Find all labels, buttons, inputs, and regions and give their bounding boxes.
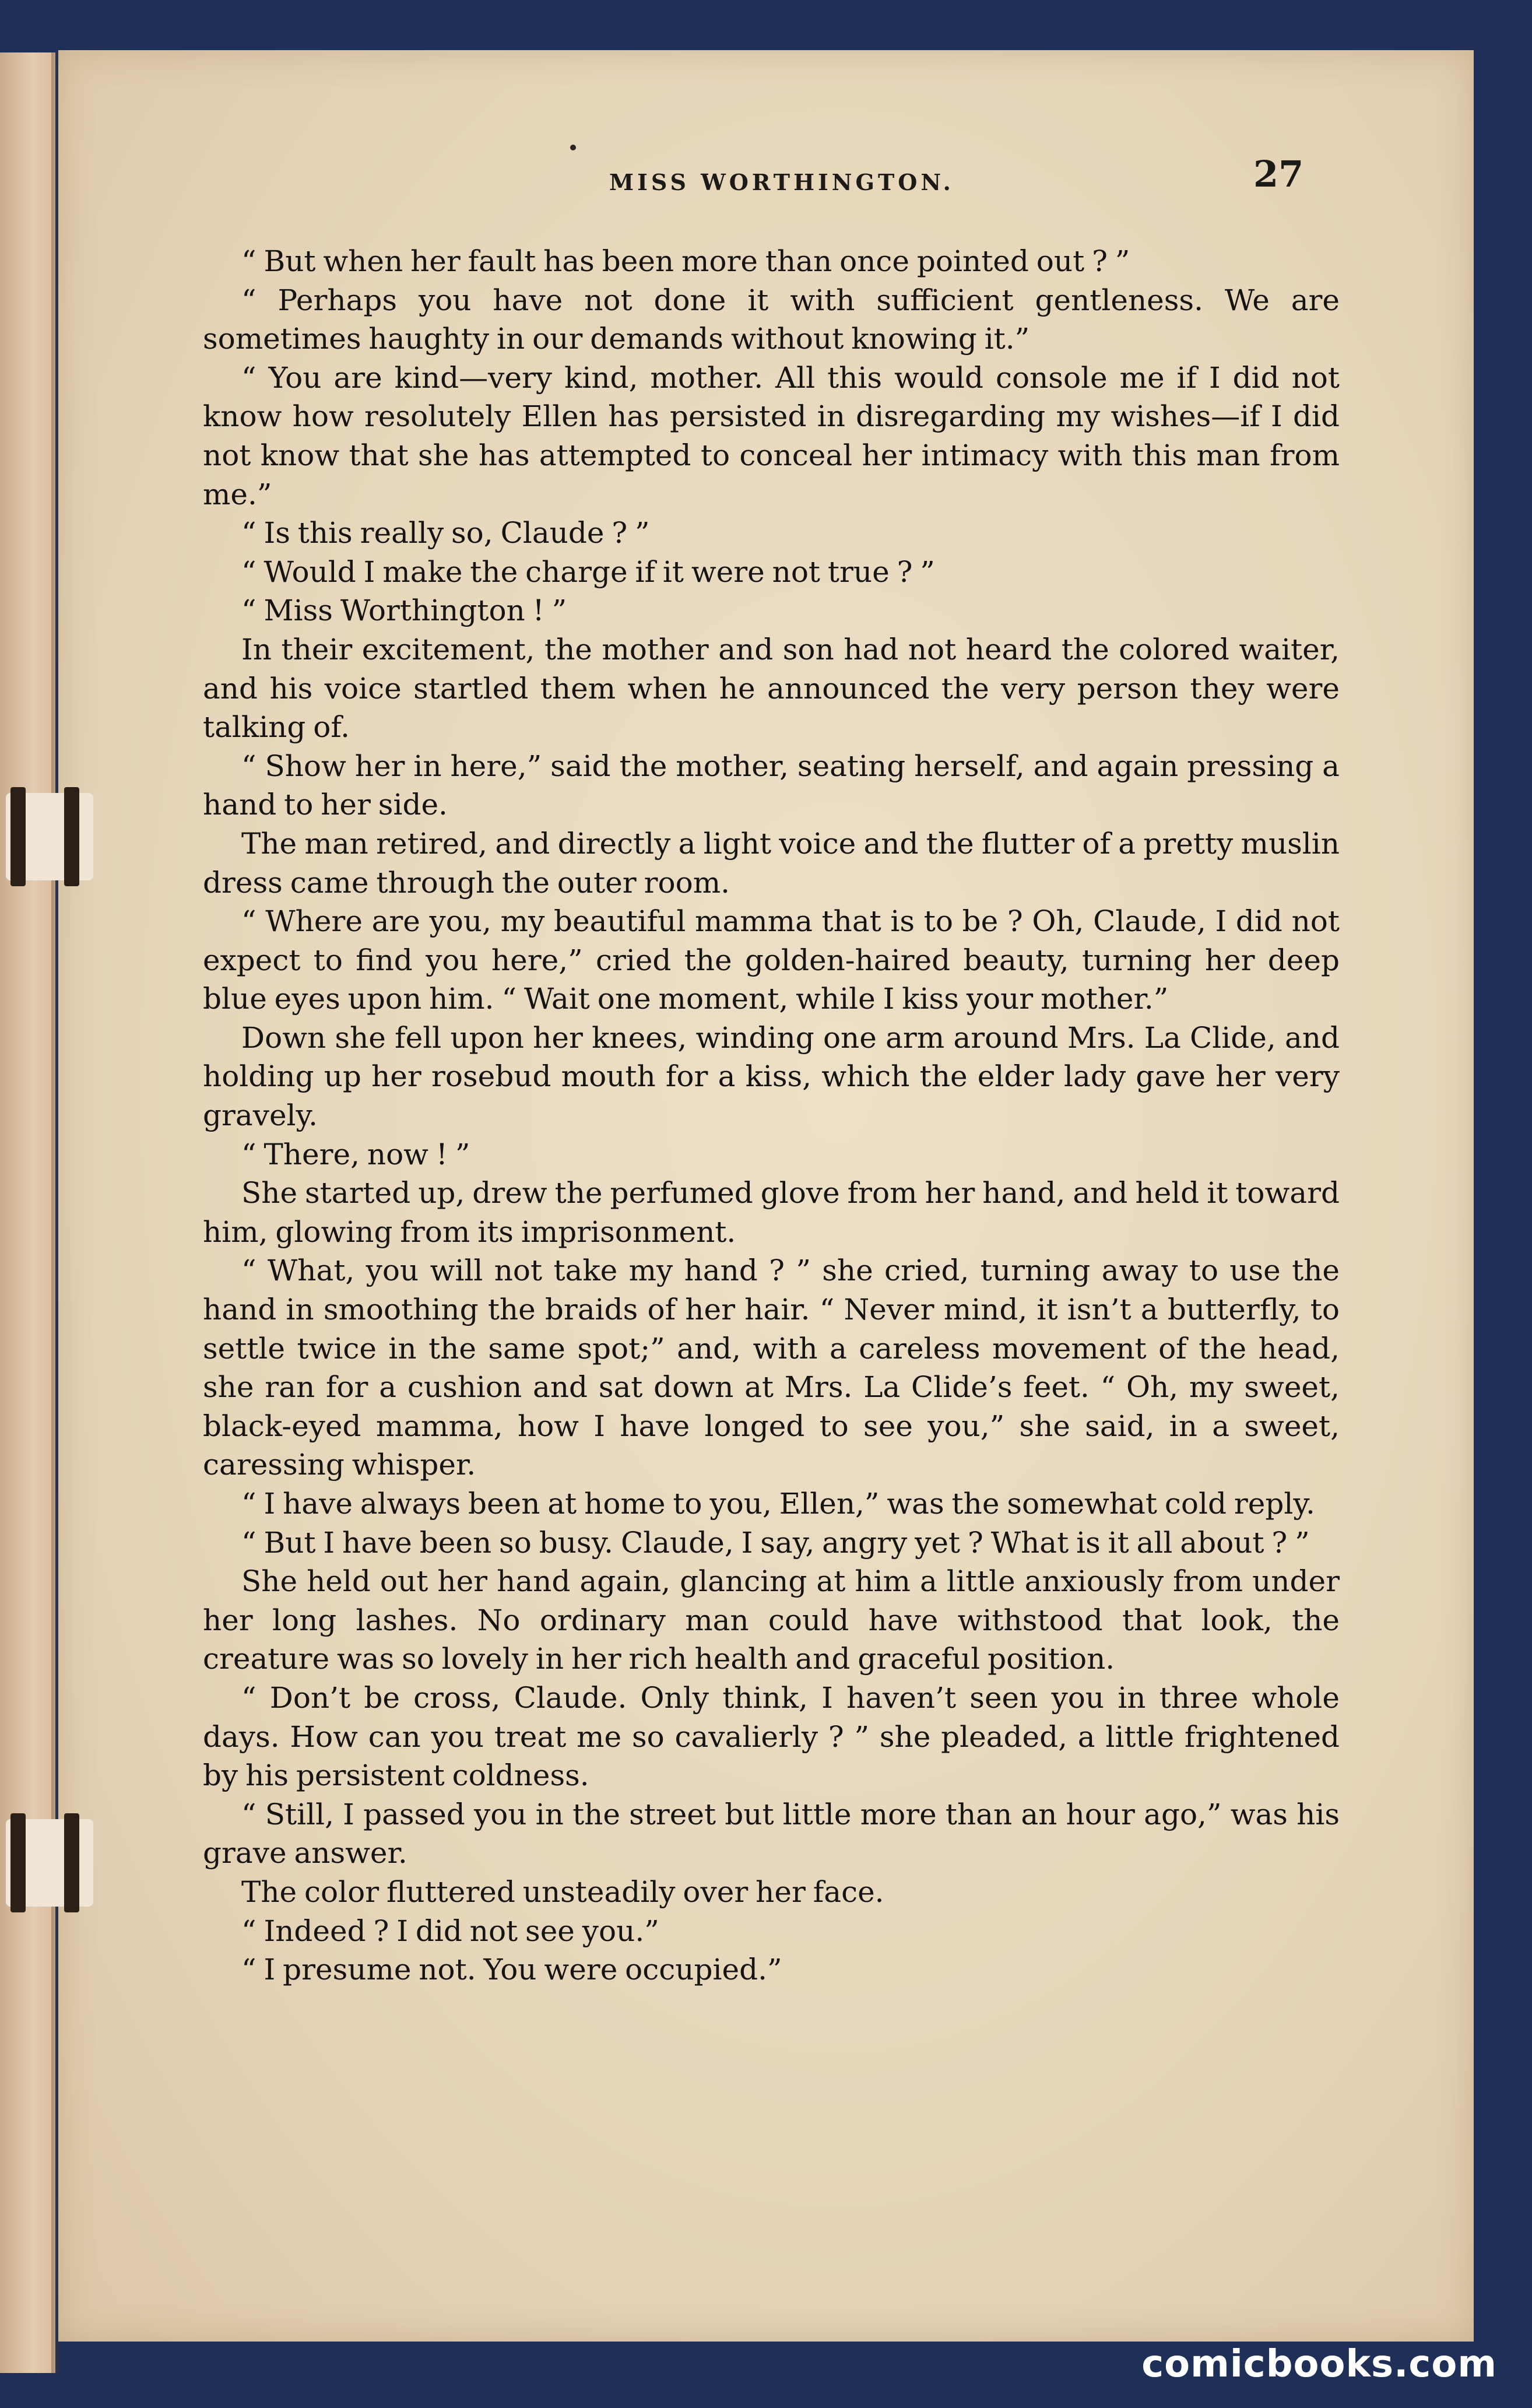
paragraph: “ Would I make the charge if it were not true ? ” <box>241 554 935 589</box>
paragraph: The man retired, and directly a light voice and the flutter of a pretty muslin dress came through the outer room. <box>203 826 1340 900</box>
paragraph: “ But when her fault has been more than once pointed out ? ” <box>241 244 1130 278</box>
facing-page-edge <box>0 52 55 2373</box>
paragraph: “ Still, I passed you in the street but little more than an hour ago,” was his grave answer. <box>203 1797 1340 1870</box>
paragraph: “ I have always been at home to you, Ellen,” was the somewhat cold reply. <box>241 1487 1315 1521</box>
staple-pin <box>64 787 79 886</box>
paragraph: “ But I have been so busy. Claude, I say, angry yet ? What is it all about ? ” <box>241 1525 1310 1560</box>
paragraph: “ I presume not. You were occupied.” <box>241 1953 782 1987</box>
staple-pin <box>10 1813 26 1912</box>
paragraph: “ Don’t be cross, Claude. Only think, I haven’t seen you in three whole days. How can you treat me so cavalierly ? ” she pleaded, a little frightened by his persistent coldness. <box>203 1680 1340 1793</box>
body-text <box>203 242 1340 1989</box>
paragraph: “ There, now ! ” <box>241 1137 470 1171</box>
paragraph: “ Indeed ? I did not see you.” <box>241 1914 659 1948</box>
page-number: 27 <box>1253 153 1304 195</box>
site-watermark: comicbooks.com <box>1141 2343 1497 2386</box>
paragraph: “ Where are you, my beautiful mamma that is to be ? Oh, Claude, I did not expect to find you here,” cried the golden-haired beauty, turning her deep blue eyes upon him. “ Wait one moment, while I kiss your mother.” <box>203 904 1340 1016</box>
paragraph: “ Miss Worthington ! ” <box>241 594 567 628</box>
running-head: MISS WORTHINGTON. <box>609 169 954 195</box>
staple-pin <box>64 1813 79 1912</box>
paragraph: “ Is this really so, Claude ? ” <box>241 516 650 550</box>
ink-speck <box>570 145 576 150</box>
paragraph: “ Perhaps you have not done it with sufficient gentleness. We are sometimes haughty in our demands without knowing it.” <box>203 283 1340 356</box>
paragraph: The color fluttered unsteadily over her face. <box>241 1875 884 1909</box>
paragraph: Down she fell upon her knees, winding one arm around Mrs. La Clide, and holding up her rosebud mouth for a kiss, which the elder lady gave her very gravely. <box>203 1020 1340 1133</box>
binding-staple-lower <box>0 1813 99 1912</box>
paragraph: “ Show her in here,” said the mother, seating herself, and again pressing a hand to her side. <box>203 749 1340 822</box>
paragraph: She held out her hand again, glancing at him a little anxiously from under her long lashes. No ordinary man could have withstood that look, the creature was so lovely in her rich health and graceful position. <box>203 1564 1340 1676</box>
paragraph: “ You are kind—very kind, mother. All this would console me if I did not know how resolutely Ellen has persisted in disregarding my wishes—if I did not know that she has attempted to conceal her intimacy with this man from me.” <box>203 360 1340 511</box>
staple-pin <box>10 787 26 886</box>
binding-staple-upper <box>0 787 99 886</box>
paragraph: She started up, drew the perfumed glove from her hand, and held it toward him, glowing from its imprisonment. <box>203 1176 1340 1249</box>
paragraph: In their excitement, the mother and son had not heard the colored waiter, and his voice startled them when he announced the very person they were talking of. <box>203 632 1340 745</box>
paragraph: “ What, you will not take my hand ? ” she cried, turning away to use the hand in smoothing the braids of her hair. “ Never mind, it isn’t a butterfly, to settle twice in the same spot;” and, with a careless movement of the head, she ran for a cushion and sat down at Mrs. La Clide’s feet. “ Oh, my sweet, black-eyed mamma, how I have longed to see you,” she said, in a sweet, caressing whisper. <box>203 1254 1340 1482</box>
